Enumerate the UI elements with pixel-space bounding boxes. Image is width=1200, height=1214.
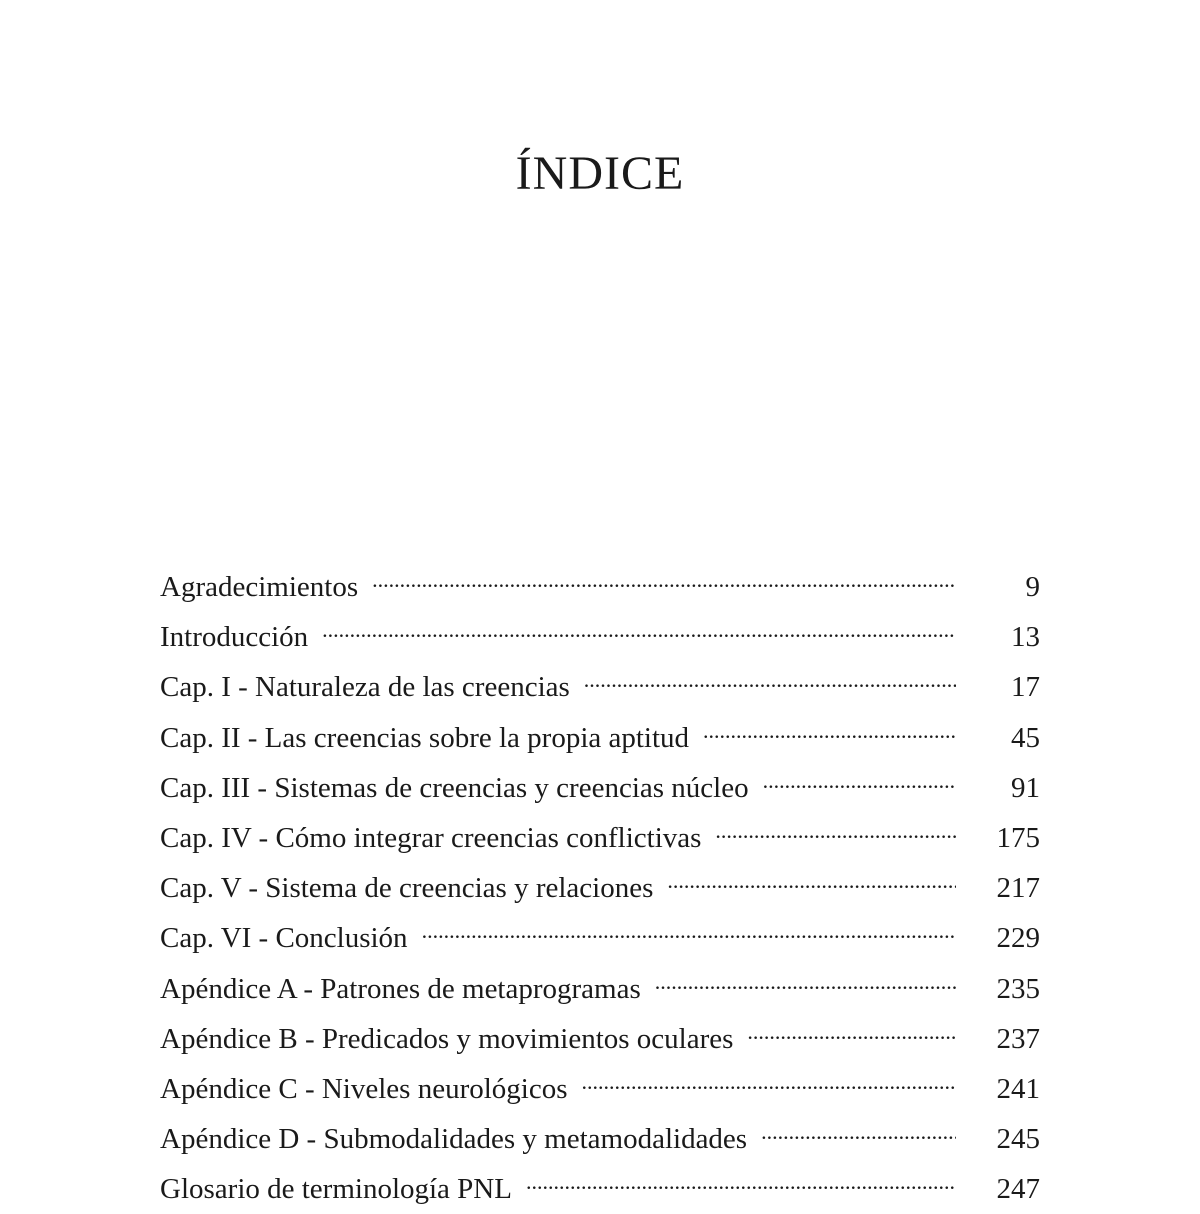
toc-entry-page: 175 xyxy=(996,821,1040,854)
dot-leader xyxy=(526,1178,956,1198)
toc-entry-page: 245 xyxy=(996,1123,1040,1156)
dot-leader xyxy=(422,927,956,947)
toc-entry-page: 241 xyxy=(996,1072,1040,1105)
toc-entry-label: Agradecimientos xyxy=(160,571,359,603)
toc-entry-page: 45 xyxy=(1011,721,1040,754)
dot-leader xyxy=(582,1078,956,1098)
toc-entry-page: 91 xyxy=(1011,771,1040,804)
toc-entry-label: Apéndice B - Predicados y movimientos oculares xyxy=(160,1022,734,1055)
toc-entry-label: Cap. IV - Cómo integrar creencias conflictivas xyxy=(160,821,702,854)
toc-entry-page: 9 xyxy=(1025,571,1040,603)
toc-entry-label: Apéndice A - Patrones de metaprogramas xyxy=(160,972,641,1005)
toc-entry-cap-2 xyxy=(160,713,1040,763)
toc-entry-apendice-d xyxy=(160,1114,1040,1164)
toc-entry-cap-1 xyxy=(160,662,1040,712)
toc-entry-label: Glosario de terminología PNL xyxy=(160,1173,512,1206)
toc-entry-label: Apéndice C - Niveles neurológicos xyxy=(160,1072,568,1105)
dot-leader xyxy=(703,727,956,747)
dot-leader xyxy=(667,877,956,897)
toc-entry-cap-5 xyxy=(160,863,1040,913)
dot-leader xyxy=(372,576,956,596)
toc-entry-page: 13 xyxy=(1011,621,1040,654)
toc-entry-apendice-c xyxy=(160,1064,1040,1114)
dot-leader xyxy=(715,827,956,847)
toc-entry-introduccion xyxy=(160,612,1040,662)
dot-leader xyxy=(584,676,956,696)
toc-entry-cap-4 xyxy=(160,813,1040,863)
toc-entry-label: Cap. VI - Conclusión xyxy=(160,922,408,955)
dot-leader xyxy=(747,1028,956,1048)
toc-entry-apendice-b xyxy=(160,1014,1040,1064)
toc-entry-page: 229 xyxy=(996,922,1040,955)
toc-entry-cap-6 xyxy=(160,913,1040,963)
toc-entry-glosario xyxy=(160,1164,1040,1214)
toc-entry-label: Cap. II - Las creencias sobre la propia aptitud xyxy=(160,721,690,754)
toc-entry-label: Cap. V - Sistema de creencias y relaciones xyxy=(160,872,654,905)
toc-entry-cap-3 xyxy=(160,763,1040,813)
toc-entry-label: Apéndice D - Submodalidades y metamodalidades xyxy=(160,1123,748,1156)
toc-entry-page: 17 xyxy=(1011,671,1040,704)
toc-entry-page: 247 xyxy=(996,1173,1040,1206)
toc-entry-page: 237 xyxy=(996,1022,1040,1055)
toc-entry-label: Introducción xyxy=(160,621,309,654)
toc-entry-page: 235 xyxy=(996,972,1040,1005)
dot-leader xyxy=(763,777,956,797)
toc-entry-apendice-a xyxy=(160,964,1040,1014)
dot-leader xyxy=(761,1128,956,1148)
toc-entry-label: Cap. I - Naturaleza de las creencias xyxy=(160,671,570,704)
toc-entry-page: 217 xyxy=(996,872,1040,905)
table-of-contents xyxy=(160,562,1040,1214)
page-title: ÍNDICE xyxy=(515,147,685,200)
dot-leader xyxy=(655,978,956,998)
dot-leader xyxy=(322,626,956,646)
toc-entry-label: Cap. III - Sistemas de creencias y creencias núcleo xyxy=(160,771,749,804)
toc-entry-agradecimientos xyxy=(160,562,1040,612)
